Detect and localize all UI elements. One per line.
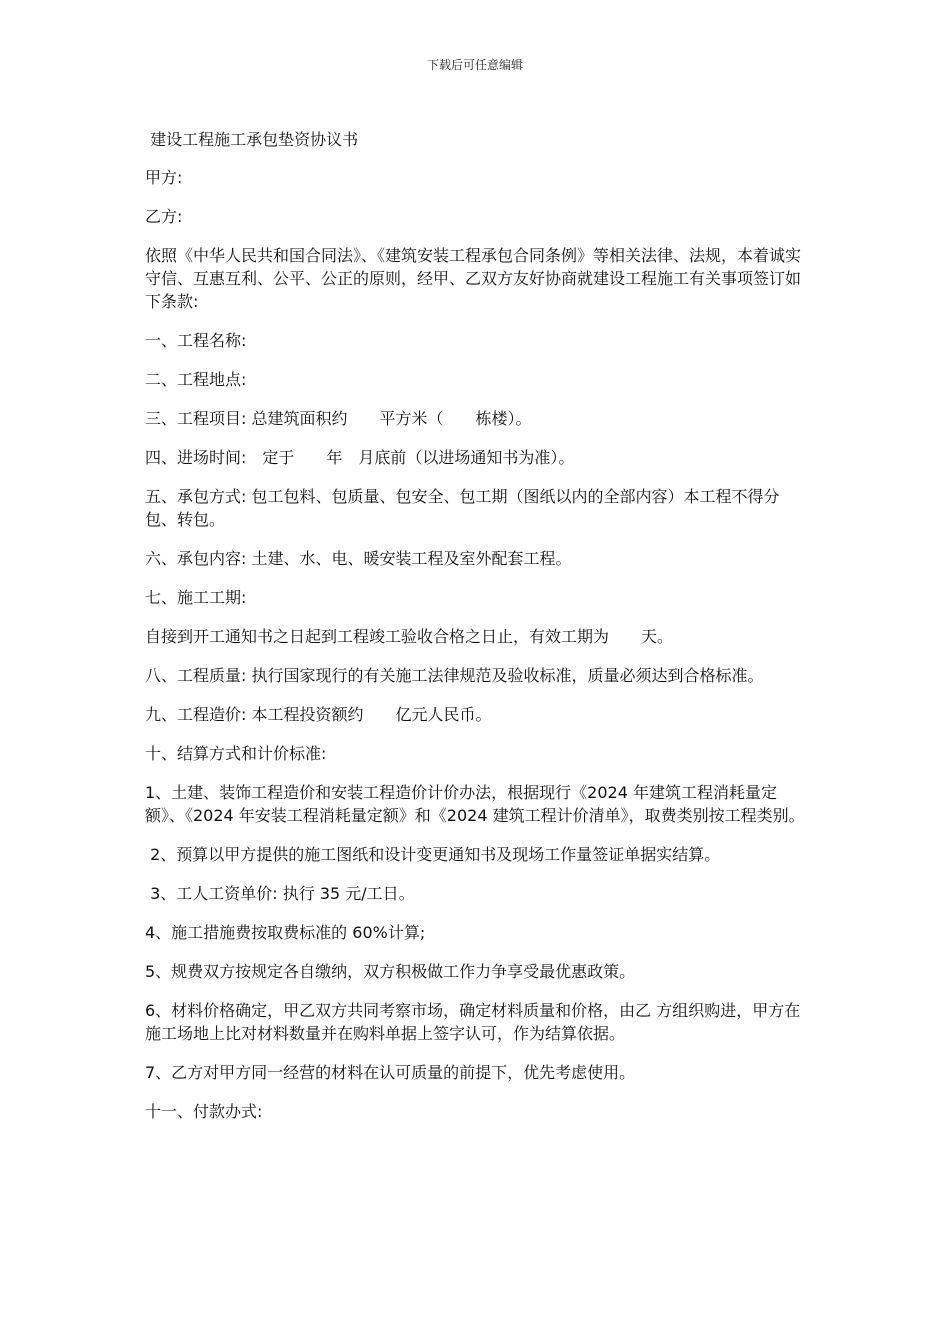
clause-7-construction-period: 七、施工工期: xyxy=(145,588,247,607)
settlement-item-7: 7、乙方对甲方同一经营的材料在认可质量的前提下，优先考虑使用。 xyxy=(145,1063,636,1082)
settlement-item-6: 6、材料价格确定，甲乙双方共同考察市场，确定材料质量和价格，由乙 方组织购进，甲方在施工场地上比对材料数量并在购料单据上签字认可，作为结算依据。 xyxy=(145,1001,801,1043)
settlement-item-5: 5、规费双方按规定各自缴纳，双方积极做工作力争享受最优惠政策。 xyxy=(145,962,636,981)
settlement-item-2: 2、预算以甲方提供的施工图纸和设计变更通知书及现场工作量签证单据实结算。 xyxy=(145,845,721,864)
clause-10-settlement: 十、结算方式和计价标准: xyxy=(145,744,327,763)
clause-4-entry-time: 四、进场时间: 定于 年 月底前（以进场通知书为准）。 xyxy=(145,448,575,467)
header-note: 下载后可任意编辑 xyxy=(426,58,523,72)
clause-8-quality: 八、工程质量: 执行国家现行的有关施工法律规范及验收标准，质量必须达到合格标准。 xyxy=(145,666,764,685)
clause-1-project-name: 一、工程名称: xyxy=(145,331,247,350)
party-a-line: 甲方: xyxy=(145,168,183,187)
clause-3-project-items: 三、工程项目: 总建筑面积约 平方米（ 栋楼）。 xyxy=(145,409,532,428)
clause-2-project-location: 二、工程地点: xyxy=(145,370,247,389)
party-b-line: 乙方: xyxy=(145,207,183,226)
settlement-item-3: 3、工人工资单价: 执行 35 元/工日。 xyxy=(145,884,415,903)
clause-7-period-detail: 自接到开工通知书之日起到工程竣工验收合格之日止，有效工期为 天。 xyxy=(145,627,674,646)
settlement-item-4: 4、施工措施费按取费标准的 60%计算; xyxy=(145,923,426,942)
document-title: 建设工程施工承包垫资协议书 xyxy=(145,130,359,149)
clause-6-contract-content: 六、承包内容: 土建、水、电、暖安装工程及室外配套工程。 xyxy=(145,549,572,568)
clause-11-payment: 十一、付款办式: xyxy=(145,1102,263,1121)
preamble-paragraph: 依照《中华人民共和国合同法》、《建筑安装工程承包合同条例》等相关法律、法规，本着诚实守信、互惠互利、公平、公正的原则，经甲、乙双方友好协商就建设工程施工有关事项签订如下条款: xyxy=(145,246,802,311)
document-body xyxy=(145,128,810,1139)
clause-5-contract-method: 五、承包方式: 包工包料、包质量、包安全、包工期（图纸以内的全部内容）本工程不得分包、转包。 xyxy=(145,487,780,529)
clause-9-cost: 九、工程造价: 本工程投资额约 亿元人民币。 xyxy=(145,705,492,724)
settlement-item-1: 1、土建、装饰工程造价和安装工程造价计价办法，根据现行《2024 年建筑工程消耗量定额》、《2024 年安装工程消耗量定额》和《2024 建筑工程计价清单》，取费类别按工程类别。 xyxy=(145,783,805,825)
